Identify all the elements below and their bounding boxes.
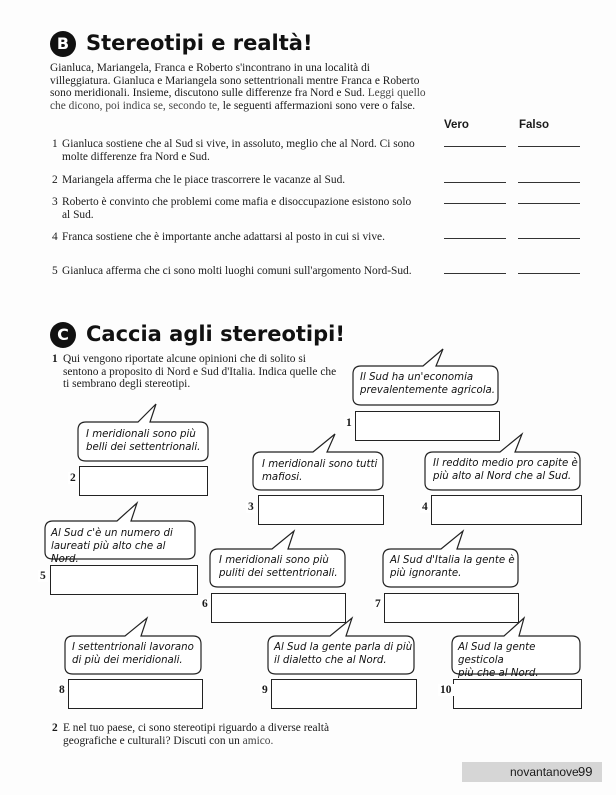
bubble-text: Al Sud la gente parla di più il dialetto che al Nord.	[274, 642, 413, 666]
answer-line-true[interactable]	[444, 182, 506, 183]
question-text: Qui vengono riportate alcune opinioni che di solito si sentono a proposito di Nord e Sud d'Italia. Indica quelle che ti sembrano degli stereotipi.	[63, 353, 337, 391]
answer-line-false[interactable]	[518, 146, 580, 147]
item-text: Roberto è convinto che problemi come mafia e disoccupazione esistono solo al Sud.	[62, 196, 412, 221]
page-number: 99	[578, 764, 593, 779]
answer-line-false[interactable]	[518, 203, 580, 204]
section-b-title: Stereotipi e realtà!	[86, 31, 313, 55]
answer-line-true[interactable]	[444, 146, 506, 147]
question-2	[52, 722, 362, 747]
opinion-bubble	[65, 617, 201, 674]
page-number-word: novantanove	[510, 765, 579, 779]
box-number: 6	[202, 598, 208, 610]
section-b-badge: B	[50, 31, 76, 57]
box-number: 10	[440, 684, 452, 696]
question-text: E nel tuo paese, ci sono stereotipi riguardo a diverse realtà geografiche e culturali? Discuti con un amico.	[63, 722, 330, 747]
item-text: Gianluca sostiene che al Sud si vive, in assoluto, meglio che al Nord. Ci sono molte differenze fra Nord e Sud.	[62, 138, 415, 163]
box-number: 3	[248, 501, 254, 513]
answer-box[interactable]	[258, 495, 384, 525]
bubble-text: Al Sud la gente gesticola più che al Nord.	[458, 642, 539, 679]
section-c-badge: C	[50, 322, 76, 348]
opinion-bubble	[268, 617, 414, 674]
question-number: 2	[52, 722, 58, 734]
bubble-text: I meridionali sono più belli dei settentrionali.	[86, 429, 201, 453]
opinion-bubble	[383, 530, 518, 587]
bubble-text: I meridionali sono più puliti dei settentrionali.	[219, 555, 338, 579]
item-number: 2	[52, 174, 58, 186]
question-1	[52, 353, 342, 391]
answer-line-false[interactable]	[518, 273, 580, 274]
item-number: 1	[52, 138, 58, 150]
opinion-bubble	[353, 347, 498, 405]
answer-box[interactable]	[431, 495, 582, 525]
answer-line-true[interactable]	[444, 273, 506, 274]
answer-box[interactable]	[50, 565, 198, 595]
opinion-bubble	[45, 502, 195, 565]
box-number: 9	[262, 684, 268, 696]
item-number: 4	[52, 231, 58, 243]
item-number: 5	[52, 265, 58, 277]
opinion-bubble	[78, 403, 208, 461]
opinion-bubble	[425, 433, 580, 490]
item-text: Franca sostiene che è importante anche adattarsi al posto in cui si vive.	[62, 231, 385, 243]
statement-item	[52, 265, 417, 278]
statement-item	[52, 196, 417, 221]
instruction-text: Leggi quello che dicono, poi indica se,	[50, 87, 426, 112]
box-number: 5	[40, 570, 46, 582]
answer-line-false[interactable]	[518, 238, 580, 239]
answer-line-true[interactable]	[444, 203, 506, 204]
statement-item	[52, 231, 417, 244]
instruction-tail: le seguenti affermazioni sono vere o false.	[222, 99, 416, 112]
box-number: 1	[346, 417, 352, 429]
item-text: Gianluca afferma che ci sono molti luoghi comuni sull'argomento Nord-Sud.	[62, 265, 412, 277]
answer-box[interactable]	[79, 466, 208, 496]
box-number: 4	[422, 501, 428, 513]
bubble-text: I settentrionali lavorano di più dei meridionali.	[72, 642, 194, 666]
answer-box[interactable]	[68, 679, 203, 709]
intro-text: Gianluca, Mariangela, Franca e Roberto s'incontrano in una località di villeggiatura. Gianluca e Mariangela sono settentrionali mentre Franca e Roberto sono meridionali. Insieme, discutono sulle differenze fra Nord e Sud.	[50, 62, 420, 100]
box-number: 8	[59, 684, 65, 696]
page-footer	[462, 762, 602, 782]
column-header-true: Vero	[444, 119, 469, 131]
question-number: 1	[52, 353, 58, 365]
bubble-text: Al Sud d'Italia la gente è più ignorante.	[390, 555, 515, 579]
bubble-text: Il Sud ha un'economia prevalentemente agricola.	[360, 372, 496, 396]
box-number: 2	[70, 472, 76, 484]
box-number: 7	[375, 598, 381, 610]
answer-line-false[interactable]	[518, 182, 580, 183]
opinion-bubble	[210, 530, 345, 587]
answer-box[interactable]	[271, 679, 417, 709]
section-c-title: Caccia agli stereotipi!	[86, 322, 345, 346]
item-number: 3	[52, 196, 58, 208]
answer-box[interactable]	[453, 679, 582, 709]
bubble-text: I meridionali sono tutti mafiosi.	[262, 459, 378, 483]
opinion-bubble	[452, 617, 580, 679]
bubble-text: Il reddito medio pro capite è più alto al Nord che al Sud.	[433, 458, 578, 482]
section-b-intro	[50, 62, 430, 112]
instruction-highlight: secondo te,	[168, 99, 220, 112]
column-header-false: Falso	[519, 119, 550, 131]
answer-line-true[interactable]	[444, 238, 506, 239]
statement-item	[52, 174, 417, 187]
statement-item	[52, 138, 417, 163]
opinion-bubble	[253, 433, 383, 490]
bubble-text: Al Sud c'è un numero di laureati più alto che al Nord.	[51, 528, 173, 565]
item-text: Mariangela afferma che le piace trascorrere le vacanze al Sud.	[62, 174, 346, 186]
